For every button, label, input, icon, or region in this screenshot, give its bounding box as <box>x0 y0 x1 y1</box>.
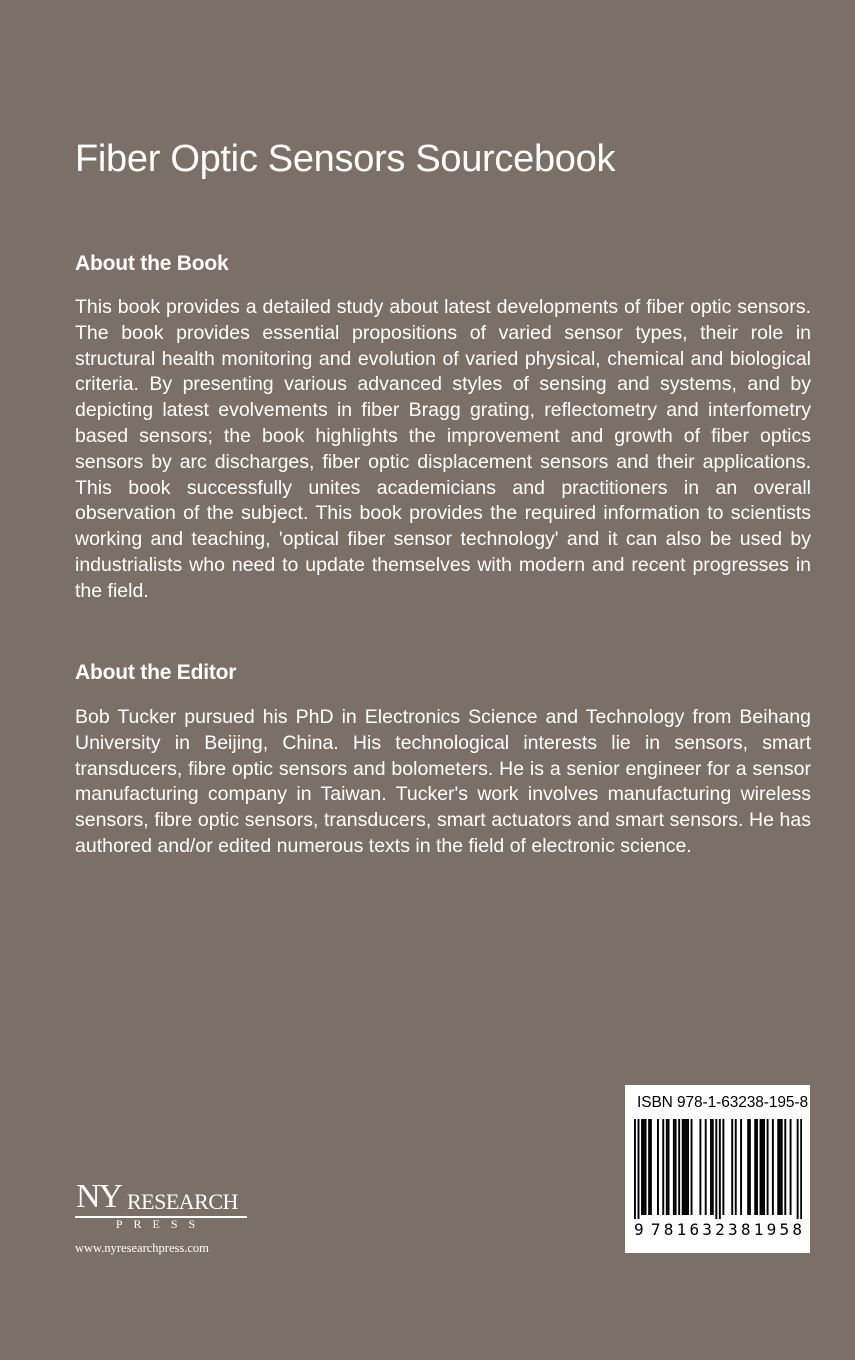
publisher-logo-ny: NY <box>76 1178 122 1215</box>
book-title: Fiber Optic Sensors Sourcebook <box>75 138 616 180</box>
barcode-bar <box>657 1119 659 1215</box>
barcode-bar <box>767 1119 769 1215</box>
isbn-digit: 9 <box>634 1220 644 1239</box>
barcode-bar <box>749 1119 751 1215</box>
publisher-url: www.nyresearchpress.com <box>75 1241 209 1255</box>
barcode-bar <box>645 1119 647 1215</box>
isbn-digit: 9 <box>766 1220 777 1239</box>
isbn-digit: 3 <box>702 1220 712 1239</box>
isbn-digit: 1 <box>753 1220 764 1239</box>
barcode-icon <box>634 1119 802 1219</box>
barcode-bar <box>763 1119 765 1215</box>
isbn-digit: 6 <box>689 1220 700 1239</box>
barcode-bar <box>668 1119 670 1215</box>
isbn-digit: 2 <box>715 1220 725 1239</box>
barcode-bar <box>675 1119 677 1215</box>
barcode-bar <box>760 1119 762 1215</box>
publisher-logo <box>75 1180 251 1260</box>
isbn-digit: 7 <box>650 1220 661 1239</box>
isbn-digit: 3 <box>728 1220 738 1239</box>
isbn-digits <box>634 1220 802 1239</box>
barcode-bar <box>691 1119 693 1215</box>
barcode-bar <box>747 1119 749 1215</box>
barcode-bar <box>710 1119 712 1215</box>
barcode-bar <box>800 1119 802 1219</box>
barcode-bar <box>731 1119 733 1215</box>
barcode-bar <box>705 1119 707 1215</box>
barcode-bar <box>685 1119 687 1215</box>
barcode-bar <box>673 1119 675 1215</box>
about-editor-text: Bob Tucker pursued his PhD in Electronics Science and Technology from Beihang University in Beijing, China. His technological interests lie in sensors, smart transducers, fibre optic sensors and bolometers. He is a senior engineer for a sensor manufacturing company in Taiwan. Tucker's work involves manufacturing wireless sensors, fibre optic sensors, transducers, smart actuators and smart sensors. He has authored and/or edited numerous texts in the field of electronic science. <box>75 706 811 857</box>
isbn-digit: 8 <box>740 1220 751 1239</box>
barcode-bar <box>648 1119 650 1215</box>
barcode-bar <box>722 1119 724 1215</box>
barcode-bar <box>761 1119 763 1215</box>
barcode-bar <box>784 1119 786 1215</box>
barcode-bar <box>779 1119 781 1215</box>
isbn-digit: 8 <box>792 1220 802 1239</box>
isbn-barcode-box <box>625 1085 810 1253</box>
about-book-text: This book provides a detailed study about latest developments of fiber optic sensors. The book provides essential propositions of varied sensor types, their role in structural health monitoring and evolution of varied physical, chemical and biological criteria. By presenting various advanced styles of sensing and systems, and by depicting latest evolvements in fiber Bragg grating, reflectometry and interfometry based sensors; the book highlights the improvement and growth of fiber optics sensors by arc discharges, fiber optic displacement sensors and their applications. This book successfully unites academicians and practitioners in an overall observation of the subject. This book provides the required information to scientists working and teaching, 'optical fiber sensor technology' and it can also be used by industrialists who need to update themselves with modern and recent progresses in the field. <box>75 296 811 602</box>
barcode-bar <box>684 1119 686 1215</box>
barcode-bar <box>790 1119 792 1215</box>
barcode-bar <box>740 1119 742 1215</box>
isbn-label: ISBN 978-1-63238-195-8 <box>637 1094 808 1111</box>
barcode-bar <box>735 1119 737 1215</box>
barcode-bar <box>756 1119 758 1215</box>
barcode-bar <box>666 1119 668 1215</box>
barcode-bar <box>678 1119 680 1215</box>
barcode-bar <box>643 1119 645 1215</box>
barcode-bar <box>797 1119 799 1219</box>
barcode-bar <box>650 1119 652 1215</box>
barcode-bar <box>754 1119 756 1215</box>
isbn-digit: 1 <box>676 1220 687 1239</box>
barcode-bar <box>781 1119 783 1215</box>
isbn-digit: 8 <box>663 1220 674 1239</box>
barcode-bar <box>641 1119 643 1215</box>
barcode-bar <box>719 1119 721 1219</box>
barcode-bar <box>699 1119 701 1215</box>
barcode-bar <box>712 1119 714 1215</box>
publisher-logo-press: PRESS <box>115 1217 207 1231</box>
barcode-bar <box>634 1119 636 1219</box>
about-book-heading: About the Book <box>75 252 229 275</box>
barcode-bar <box>638 1119 640 1219</box>
barcode-bar <box>777 1119 779 1215</box>
barcode-bar <box>687 1119 689 1215</box>
barcode-bar <box>662 1119 664 1215</box>
barcode-bar <box>682 1119 684 1215</box>
barcode-bar <box>715 1119 717 1219</box>
isbn-digit: 5 <box>779 1220 790 1239</box>
publisher-logo-research: RESEARCH <box>127 1189 238 1214</box>
barcode-bar <box>772 1119 774 1215</box>
about-editor-heading: About the Editor <box>75 661 237 684</box>
